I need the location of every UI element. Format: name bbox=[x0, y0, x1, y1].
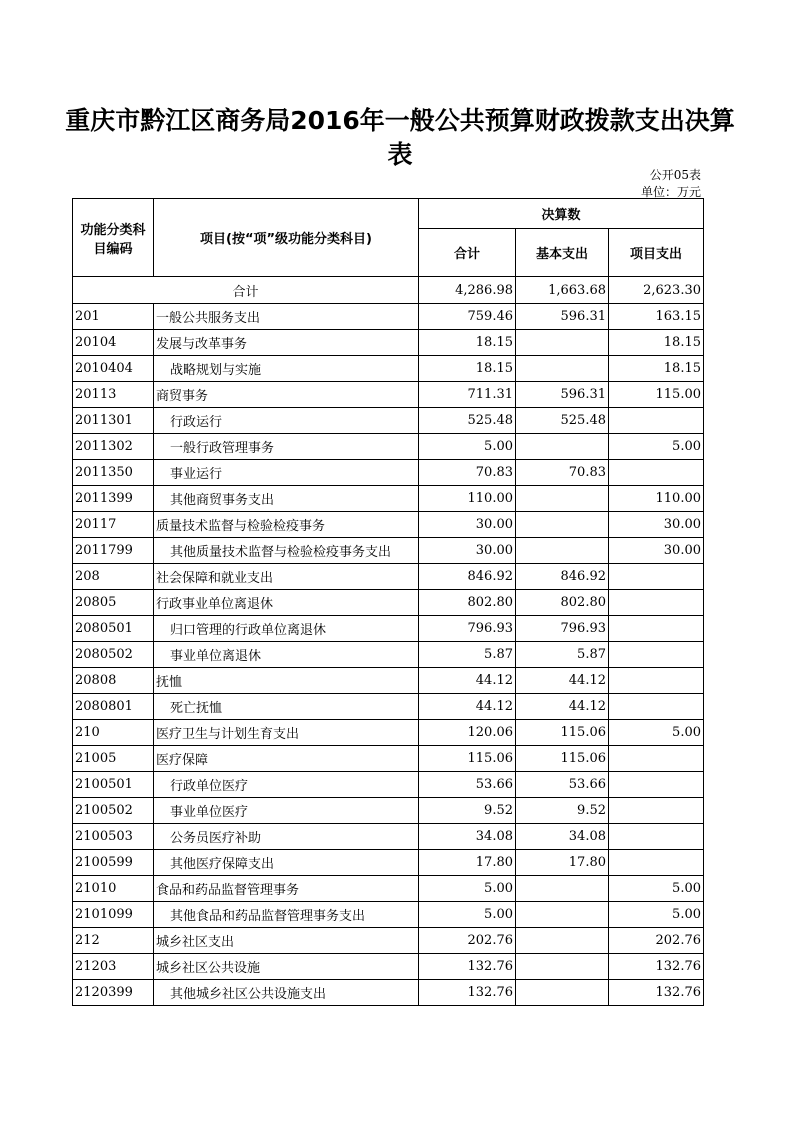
row-code: 2100502 bbox=[73, 798, 154, 824]
table-row bbox=[73, 590, 704, 616]
row-project: 18.15 bbox=[609, 356, 704, 382]
row-total: 846.92 bbox=[419, 564, 516, 590]
row-basic: 5.87 bbox=[516, 642, 609, 668]
row-total: 17.80 bbox=[419, 850, 516, 876]
total-project: 2,623.30 bbox=[609, 277, 704, 304]
row-total: 18.15 bbox=[419, 356, 516, 382]
row-basic: 525.48 bbox=[516, 408, 609, 434]
unit-label: 单位：万元 bbox=[640, 185, 701, 199]
row-project bbox=[609, 798, 704, 824]
row-total: 44.12 bbox=[419, 668, 516, 694]
total-label: 合计 bbox=[73, 277, 419, 304]
row-code: 2011350 bbox=[73, 460, 154, 486]
row-project: 110.00 bbox=[609, 486, 704, 512]
header-code: 功能分类科目编码 bbox=[73, 199, 154, 277]
row-code: 210 bbox=[73, 720, 154, 746]
row-basic: 34.08 bbox=[516, 824, 609, 850]
row-project: 5.00 bbox=[609, 902, 704, 928]
row-project: 30.00 bbox=[609, 512, 704, 538]
row-project: 5.00 bbox=[609, 720, 704, 746]
row-item-name: 城乡社区支出 bbox=[154, 928, 419, 954]
row-code: 20117 bbox=[73, 512, 154, 538]
row-total: 759.46 bbox=[419, 304, 516, 330]
row-item-name: 医疗卫生与计划生育支出 bbox=[154, 720, 419, 746]
row-project bbox=[609, 460, 704, 486]
row-code: 2080501 bbox=[73, 616, 154, 642]
row-code: 2120399 bbox=[73, 980, 154, 1006]
row-code: 2100599 bbox=[73, 850, 154, 876]
row-project: 30.00 bbox=[609, 538, 704, 564]
row-total: 5.00 bbox=[419, 876, 516, 902]
row-total: 9.52 bbox=[419, 798, 516, 824]
row-code: 2080502 bbox=[73, 642, 154, 668]
table-row bbox=[73, 330, 704, 356]
row-project bbox=[609, 772, 704, 798]
row-project bbox=[609, 824, 704, 850]
header-project: 项目支出 bbox=[609, 229, 704, 277]
row-basic: 53.66 bbox=[516, 772, 609, 798]
row-item-name: 发展与改革事务 bbox=[154, 330, 419, 356]
table-row bbox=[73, 616, 704, 642]
row-project bbox=[609, 564, 704, 590]
row-item-name: 行政运行 bbox=[154, 408, 419, 434]
row-basic bbox=[516, 486, 609, 512]
header-total: 合计 bbox=[419, 229, 516, 277]
row-item-name: 死亡抚恤 bbox=[154, 694, 419, 720]
row-basic bbox=[516, 538, 609, 564]
row-item-name: 事业单位离退休 bbox=[154, 642, 419, 668]
row-project: 202.76 bbox=[609, 928, 704, 954]
table-row bbox=[73, 642, 704, 668]
row-code: 2080801 bbox=[73, 694, 154, 720]
table-row bbox=[73, 564, 704, 590]
table-row bbox=[73, 512, 704, 538]
row-total: 120.06 bbox=[419, 720, 516, 746]
row-item-name: 社会保障和就业支出 bbox=[154, 564, 419, 590]
row-basic: 115.06 bbox=[516, 746, 609, 772]
row-item-name: 其他城乡社区公共设施支出 bbox=[154, 980, 419, 1006]
table-row bbox=[73, 954, 704, 980]
row-total: 5.87 bbox=[419, 642, 516, 668]
table-row bbox=[73, 486, 704, 512]
row-project bbox=[609, 616, 704, 642]
row-code: 20113 bbox=[73, 382, 154, 408]
row-total: 110.00 bbox=[419, 486, 516, 512]
row-total: 202.76 bbox=[419, 928, 516, 954]
form-number: 公开05表 bbox=[649, 168, 701, 182]
row-basic: 44.12 bbox=[516, 694, 609, 720]
row-item-name: 其他食品和药品监督管理事务支出 bbox=[154, 902, 419, 928]
row-total: 796.93 bbox=[419, 616, 516, 642]
row-basic bbox=[516, 356, 609, 382]
row-basic bbox=[516, 980, 609, 1006]
row-basic bbox=[516, 876, 609, 902]
row-item-name: 质量技术监督与检验检疫事务 bbox=[154, 512, 419, 538]
row-project: 18.15 bbox=[609, 330, 704, 356]
header-final-amount: 决算数 bbox=[419, 199, 704, 229]
row-basic: 44.12 bbox=[516, 668, 609, 694]
row-total: 115.06 bbox=[419, 746, 516, 772]
total-total: 4,286.98 bbox=[419, 277, 516, 304]
row-item-name: 医疗保障 bbox=[154, 746, 419, 772]
row-basic: 796.93 bbox=[516, 616, 609, 642]
row-basic: 115.06 bbox=[516, 720, 609, 746]
table-row bbox=[73, 928, 704, 954]
row-code: 208 bbox=[73, 564, 154, 590]
row-total: 525.48 bbox=[419, 408, 516, 434]
table-row bbox=[73, 772, 704, 798]
table-row bbox=[73, 356, 704, 382]
row-item-name: 行政单位医疗 bbox=[154, 772, 419, 798]
row-project bbox=[609, 694, 704, 720]
row-total: 30.00 bbox=[419, 512, 516, 538]
row-code: 2010404 bbox=[73, 356, 154, 382]
row-code: 2101099 bbox=[73, 902, 154, 928]
row-code: 2011302 bbox=[73, 434, 154, 460]
table-row bbox=[73, 538, 704, 564]
table-row bbox=[73, 746, 704, 772]
row-item-name: 战略规划与实施 bbox=[154, 356, 419, 382]
table-row bbox=[73, 850, 704, 876]
row-code: 21005 bbox=[73, 746, 154, 772]
row-basic bbox=[516, 512, 609, 538]
document-title: 重庆市黔江区商务局2016年一般公共预算财政拨款支出决算表 bbox=[65, 106, 735, 169]
total-row bbox=[73, 277, 704, 304]
header-basic: 基本支出 bbox=[516, 229, 609, 277]
row-code: 2011301 bbox=[73, 408, 154, 434]
row-project bbox=[609, 746, 704, 772]
row-project bbox=[609, 408, 704, 434]
row-item-name: 抚恤 bbox=[154, 668, 419, 694]
row-code: 2100501 bbox=[73, 772, 154, 798]
table-row bbox=[73, 902, 704, 928]
row-project bbox=[609, 590, 704, 616]
row-basic: 846.92 bbox=[516, 564, 609, 590]
row-total: 5.00 bbox=[419, 434, 516, 460]
row-item-name: 归口管理的行政单位离退休 bbox=[154, 616, 419, 642]
row-total: 34.08 bbox=[419, 824, 516, 850]
expenditure-table bbox=[72, 198, 704, 1006]
row-code: 20805 bbox=[73, 590, 154, 616]
table-row bbox=[73, 980, 704, 1006]
table-row bbox=[73, 694, 704, 720]
table-row bbox=[73, 434, 704, 460]
table-row bbox=[73, 304, 704, 330]
row-total: 18.15 bbox=[419, 330, 516, 356]
row-item-name: 一般行政管理事务 bbox=[154, 434, 419, 460]
row-project bbox=[609, 642, 704, 668]
row-total: 30.00 bbox=[419, 538, 516, 564]
row-basic bbox=[516, 330, 609, 356]
row-basic: 70.83 bbox=[516, 460, 609, 486]
row-basic: 596.31 bbox=[516, 304, 609, 330]
row-item-name: 行政事业单位离退休 bbox=[154, 590, 419, 616]
row-project: 132.76 bbox=[609, 980, 704, 1006]
row-basic: 596.31 bbox=[516, 382, 609, 408]
row-basic: 17.80 bbox=[516, 850, 609, 876]
row-total: 711.31 bbox=[419, 382, 516, 408]
row-project bbox=[609, 668, 704, 694]
row-basic: 9.52 bbox=[516, 798, 609, 824]
row-project: 5.00 bbox=[609, 876, 704, 902]
row-item-name: 其他商贸事务支出 bbox=[154, 486, 419, 512]
total-basic: 1,663.68 bbox=[516, 277, 609, 304]
row-basic bbox=[516, 434, 609, 460]
row-item-name: 商贸事务 bbox=[154, 382, 419, 408]
table-row bbox=[73, 798, 704, 824]
row-item-name: 事业运行 bbox=[154, 460, 419, 486]
row-code: 201 bbox=[73, 304, 154, 330]
table-row bbox=[73, 720, 704, 746]
row-code: 212 bbox=[73, 928, 154, 954]
row-item-name: 食品和药品监督管理事务 bbox=[154, 876, 419, 902]
row-project: 5.00 bbox=[609, 434, 704, 460]
row-total: 802.80 bbox=[419, 590, 516, 616]
row-code: 21010 bbox=[73, 876, 154, 902]
row-item-name: 事业单位医疗 bbox=[154, 798, 419, 824]
row-code: 2100503 bbox=[73, 824, 154, 850]
row-total: 70.83 bbox=[419, 460, 516, 486]
row-total: 132.76 bbox=[419, 954, 516, 980]
row-basic bbox=[516, 928, 609, 954]
row-item-name: 其他医疗保障支出 bbox=[154, 850, 419, 876]
table-row bbox=[73, 408, 704, 434]
row-code: 20808 bbox=[73, 668, 154, 694]
row-item-name: 城乡社区公共设施 bbox=[154, 954, 419, 980]
row-total: 44.12 bbox=[419, 694, 516, 720]
row-project bbox=[609, 850, 704, 876]
table-row bbox=[73, 460, 704, 486]
table-row bbox=[73, 824, 704, 850]
header-item: 项目(按“项”级功能分类科目) bbox=[154, 199, 419, 277]
row-total: 5.00 bbox=[419, 902, 516, 928]
table-row bbox=[73, 876, 704, 902]
row-basic bbox=[516, 902, 609, 928]
row-code: 20104 bbox=[73, 330, 154, 356]
row-code: 21203 bbox=[73, 954, 154, 980]
row-project: 115.00 bbox=[609, 382, 704, 408]
row-item-name: 一般公共服务支出 bbox=[154, 304, 419, 330]
row-item-name: 其他质量技术监督与检验检疫事务支出 bbox=[154, 538, 419, 564]
row-code: 2011399 bbox=[73, 486, 154, 512]
row-project: 132.76 bbox=[609, 954, 704, 980]
row-basic: 802.80 bbox=[516, 590, 609, 616]
row-item-name: 公务员医疗补助 bbox=[154, 824, 419, 850]
row-code: 2011799 bbox=[73, 538, 154, 564]
table-row bbox=[73, 668, 704, 694]
row-basic bbox=[516, 954, 609, 980]
row-project: 163.15 bbox=[609, 304, 704, 330]
row-total: 132.76 bbox=[419, 980, 516, 1006]
table-row bbox=[73, 382, 704, 408]
row-total: 53.66 bbox=[419, 772, 516, 798]
